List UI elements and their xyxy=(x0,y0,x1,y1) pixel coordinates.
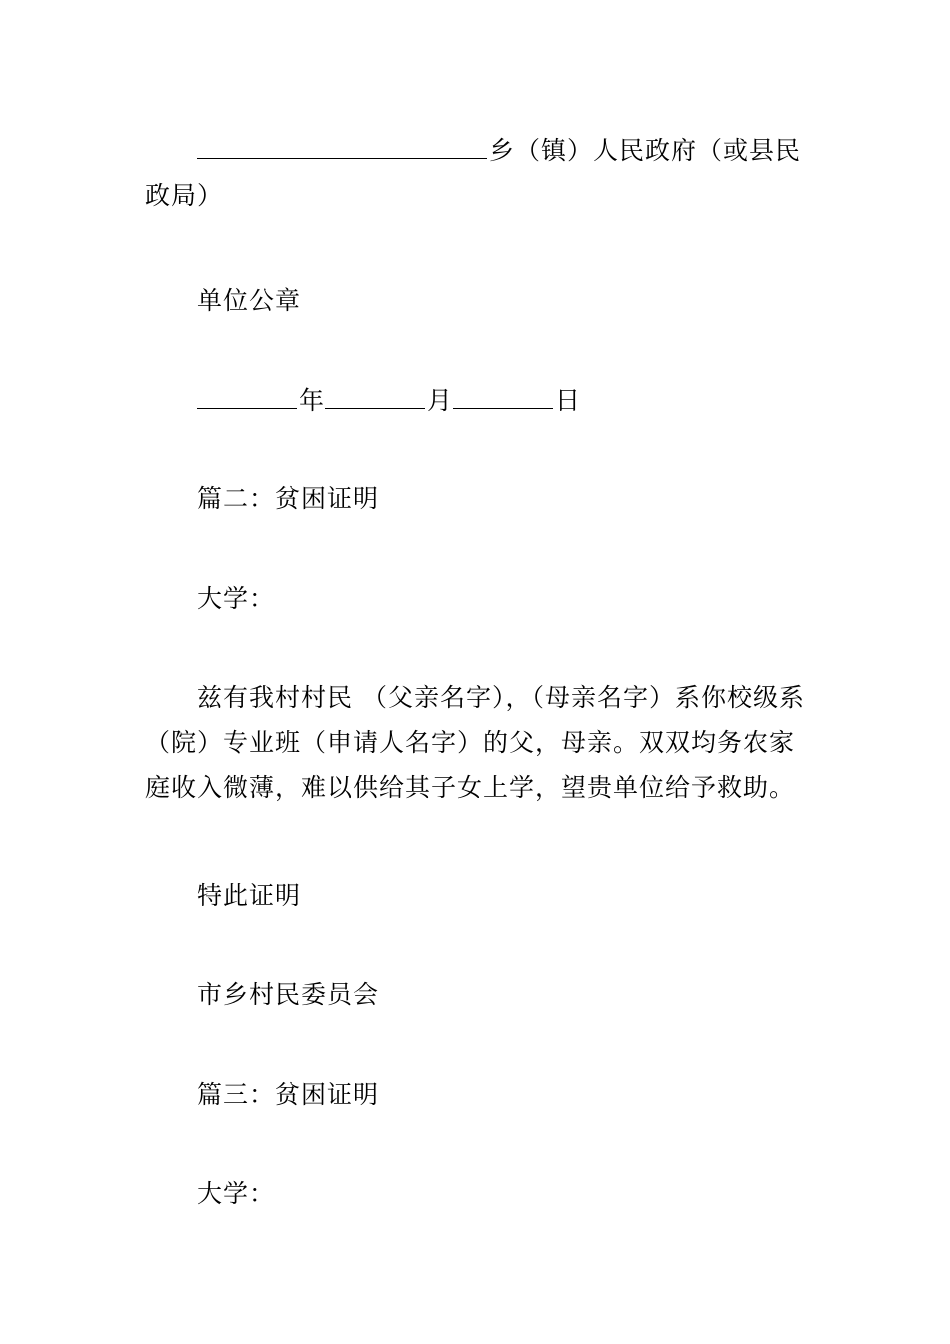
section3-title: 篇三：贫困证明 xyxy=(197,1080,380,1109)
date-line xyxy=(145,378,810,423)
authority-suffix: 乡（镇）人民政府（或县民政局） xyxy=(145,136,802,210)
authority-line xyxy=(145,128,810,218)
year-label: 年 xyxy=(299,386,326,415)
day-blank xyxy=(453,386,553,409)
year-blank xyxy=(197,386,297,409)
day-label: 日 xyxy=(555,386,582,415)
seal-label: 单位公章 xyxy=(197,286,302,315)
section2-title: 篇二：贫困证明 xyxy=(197,484,380,513)
section2-closing: 特此证明 xyxy=(197,881,302,910)
section3-addressee: 大学： xyxy=(197,1179,276,1208)
month-blank xyxy=(325,386,425,409)
section2-issuer: 市乡村民委员会 xyxy=(197,980,380,1009)
authority-blank xyxy=(197,136,487,159)
section2-addressee: 大学： xyxy=(197,584,276,613)
section2-body: 兹有我村村民 （父亲名字），（母亲名字）系你校级系（院）专业班（申请人名字）的父，母亲。双双均务农家庭收入微薄，难以供给其子女上学，望贵单位给予救助。 xyxy=(145,683,805,802)
month-label: 月 xyxy=(427,386,454,415)
